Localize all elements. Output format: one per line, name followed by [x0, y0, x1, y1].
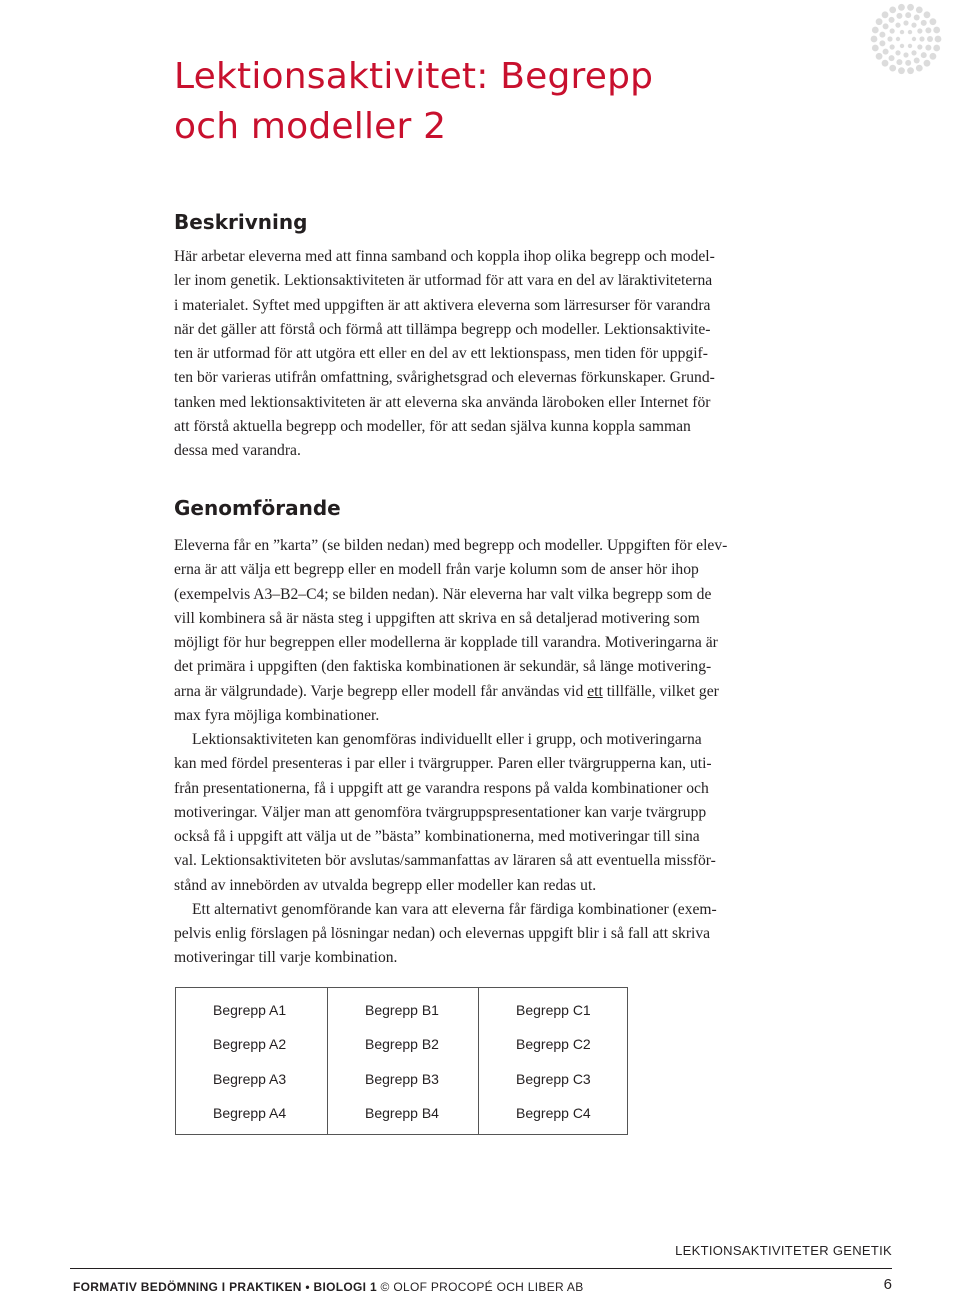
beskrivning-paragraph [174, 245, 786, 463]
text-line: erna är att välja ett begrepp eller en modell från varje kolumn som de anser hör ihop [174, 561, 699, 579]
text-line: tanken med lektionsaktiviteten är att eleverna ska använda läroboken eller Internet för [174, 393, 711, 411]
logo-dot [900, 30, 904, 34]
text-line: val. Lektionsaktiviteten bör avslutas/sammanfattas av läraren så att eventuella missför- [174, 852, 716, 870]
logo-dot [916, 65, 923, 72]
logo-dot [921, 20, 927, 26]
logo-dot [882, 60, 889, 67]
logo-dot [924, 60, 931, 67]
logo-dot [889, 65, 896, 72]
logo-dot [935, 36, 942, 43]
concept-map-grid [175, 987, 628, 1135]
logo-dot [905, 12, 911, 18]
logo-dot [930, 53, 937, 60]
title-line-1: Lektionsaktivitet: Begrepp [174, 56, 654, 97]
logo-dot [883, 23, 889, 29]
logo-dot [917, 44, 922, 49]
logo-dot [925, 45, 931, 51]
text-line: ler inom genetik. Lektionsaktiviteten är utformad för att vara en del av läraktiviteterna [174, 272, 713, 290]
logo-dot [921, 52, 927, 58]
concept-cell: Begrepp A1 [213, 1002, 287, 1018]
logo-dot [900, 44, 904, 48]
logo-dot [911, 50, 916, 55]
logo-dot [890, 44, 895, 49]
logo-dot [872, 45, 879, 52]
logo-dot [879, 40, 885, 46]
concept-cell: Begrepp B3 [365, 1071, 439, 1087]
text-line: från presentationerna, få i uppgift att ge varandra respons på valda kombinationer och [174, 779, 709, 797]
logo-dot [903, 20, 908, 25]
logo-dot [898, 4, 905, 11]
concept-cell: Begrepp A2 [213, 1036, 287, 1052]
dotted-circle-icon [866, 2, 946, 76]
logo-dot [889, 55, 895, 61]
text-run: tillfälle, vilket ger [602, 682, 719, 700]
text-line: max fyra möjliga kombinationer. [174, 706, 380, 724]
logo-dot [889, 6, 896, 13]
logo-dot [903, 52, 908, 57]
logo-dot [907, 67, 914, 74]
logo-dot [882, 11, 889, 18]
text-line: motiveringar till varje kombination. [174, 949, 398, 967]
section-heading-beskrivning: Beskrivning [174, 210, 308, 234]
logo-dot [883, 49, 889, 55]
logo-dot [911, 23, 916, 28]
text-line: att förstå aktuella begrepp och modeller, för att sedan själva kunna koppla samman [174, 417, 691, 435]
concept-cell: Begrepp A4 [213, 1105, 287, 1121]
logo-dot [890, 28, 895, 33]
concept-column-a [176, 988, 327, 1134]
logo-dot [898, 67, 905, 74]
text-line: motiveringar. Väljer man att genomföra tvärgruppspresentationer kan varje tvärgrupp [174, 803, 707, 821]
concept-column-b [327, 988, 479, 1134]
concept-cell: Begrepp C2 [516, 1036, 591, 1052]
page-title [174, 52, 653, 152]
logo-dot [879, 32, 885, 38]
logo-dot [905, 60, 911, 66]
text-line: kan med fördel presenteras i par eller i tvärgrupper. Paren eller tvärgrupperna kan, uti- [174, 755, 712, 773]
concept-cell: Begrepp B1 [365, 1002, 439, 1018]
concept-cell: Begrepp A3 [213, 1071, 287, 1087]
text-line: möjligt för hur begreppen eller modellerna är kopplade till varandra. Motiveringarna är [174, 634, 718, 651]
logo-dot [876, 53, 883, 60]
logo-dot [896, 13, 902, 19]
logo-dot [896, 59, 902, 65]
text-line: i materialet. Syftet med uppgiften är att aktivera eleverna som lärresurser för varandra [174, 296, 711, 314]
text-line: det primära i uppgiften (den faktiska kombinationen är sekundär, så länge motivering- [174, 658, 712, 676]
logo-dot [919, 36, 924, 41]
logo-dot [917, 28, 922, 33]
section-heading-genomforande: Genomförande [174, 496, 341, 520]
logo-dot [887, 36, 892, 41]
text-line: Ett alternativt genomförande kan vara att eleverna får färdiga kombinationer (exem- [192, 900, 717, 918]
logo-dot [924, 11, 931, 18]
text-line: dessa med varandra. [174, 442, 301, 459]
footer [73, 1280, 584, 1294]
logo-dot [916, 6, 923, 13]
footer-series: FORMATIV BEDÖMNING I PRAKTIKEN • BIOLOGI 1 [73, 1280, 377, 1294]
logo-dot [895, 50, 900, 55]
logo-dot [872, 27, 879, 34]
text-line: stånd av innebörden av utvalda begrepp eller modeller kan redas ut. [174, 876, 597, 894]
text-line: ten är utformad för att utgöra ett eller en del av ett lektionspass, men tiden för uppgif- [174, 345, 708, 362]
logo-dot [896, 37, 900, 41]
logo-dot [914, 57, 920, 63]
logo-dot [908, 44, 912, 48]
footer-divider [70, 1268, 892, 1269]
text-line [174, 680, 786, 704]
logo-dot [933, 27, 940, 34]
logo-dot [876, 18, 883, 25]
logo-dot [907, 4, 914, 11]
text-line: också få i uppgift att välja ut de ”bästa” kombinationerna, med motiveringar till sina [174, 828, 700, 845]
logo-dot [895, 23, 900, 28]
logo-dot [908, 30, 912, 34]
running-head: LEKTIONSAKTIVITETER GENETIK [675, 1243, 892, 1258]
text-line: Eleverna får en ”karta” (se bilden nedan) med begrepp och modeller. Uppgiften för elev- [174, 537, 728, 554]
logo-dot [927, 36, 933, 42]
text-line: Lektionsaktiviteten kan genomföras individuellt eller i grupp, och motiveringarna [192, 731, 702, 748]
concept-cell: Begrepp B2 [365, 1036, 439, 1052]
logo-dot [925, 27, 931, 33]
logo-dot [871, 36, 878, 43]
text-line: pelvis enlig förslagen på lösningar nedan) och elevernas uppgift blir i så fall att skriva [174, 925, 711, 942]
title-line-2: och modeller 2 [174, 106, 447, 147]
concept-cell: Begrepp C3 [516, 1071, 591, 1087]
logo-dot [933, 45, 940, 52]
concept-cell: Begrepp C4 [516, 1105, 591, 1121]
text-run: arna är välgrundade). Varje begrepp eller modell får användas vid [174, 682, 588, 700]
concept-cell: Begrepp C1 [516, 1002, 591, 1018]
logo-dot [912, 37, 916, 41]
logo-dot [930, 18, 937, 25]
text-line: ten bör varieras utifrån omfattning, svårighetsgrad och elevernas förkunskaper. Grund- [174, 369, 715, 387]
text-line: när det gäller att förstå och förmå att tillämpa begrepp och modeller. Lektionsaktivite- [174, 320, 711, 338]
logo-dot [914, 15, 920, 21]
concept-column-c [478, 988, 630, 1134]
text-line: (exempelvis A3–B2–C4; se bilden nedan). När eleverna har valt vilka begrepp som de [174, 585, 712, 603]
footer-copyright: © OLOF PROCOPÉ OCH LIBER AB [376, 1280, 584, 1294]
logo-dot [889, 17, 895, 23]
concept-cell: Begrepp B4 [365, 1105, 439, 1121]
text-line: vill kombinera så är nästa steg i uppgiften att skriva en så detaljerad motivering som [174, 609, 700, 627]
underlined-word: ett [587, 682, 603, 700]
page-number: 6 [883, 1276, 892, 1293]
genomforande-text [174, 534, 786, 971]
text-line: Här arbetar eleverna med att finna samband och koppla ihop olika begrepp och model- [174, 248, 715, 265]
